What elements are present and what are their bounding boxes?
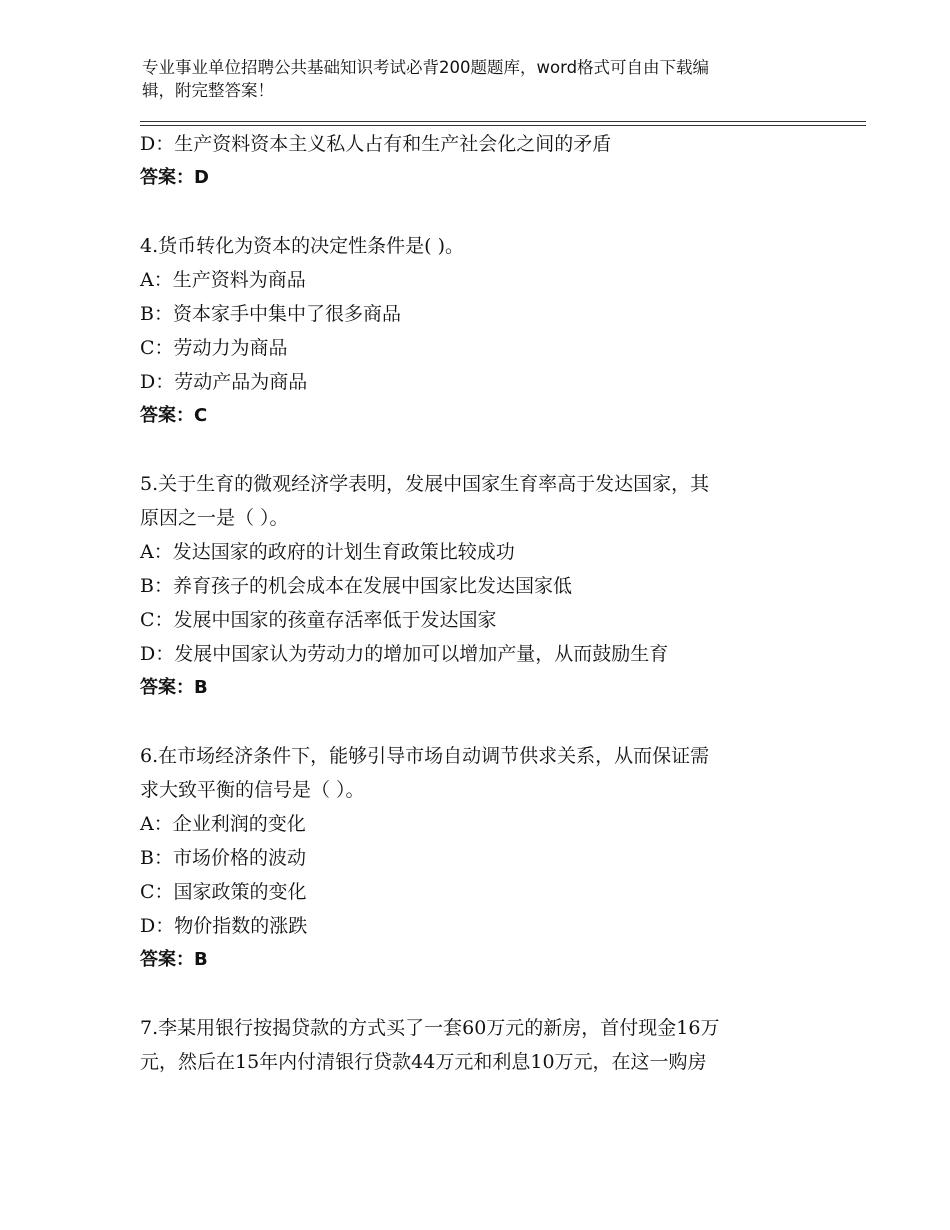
- answer: 答案：B: [140, 949, 208, 970]
- answer: 答案：B: [140, 677, 208, 698]
- option-c: C：国家政策的变化: [140, 881, 307, 903]
- header-rule-bottom: [140, 125, 866, 126]
- document-header: [142, 56, 792, 102]
- question-stem-line-2: 元，然后在15年内付清银行贷款44万元和利息10万元，在这一购房: [140, 1051, 707, 1073]
- option-c: C：发展中国家的孩童存活率低于发达国家: [140, 609, 497, 631]
- option-b: B：市场价格的波动: [140, 847, 306, 869]
- answer: 答案：C: [140, 405, 208, 426]
- question-stem-line-1: 7.李某用银行按揭贷款的方式买了一套60万元的新房，首付现金16万: [140, 1017, 720, 1039]
- question-stem: 4.货币转化为资本的决定性条件是( )。: [140, 235, 464, 257]
- option-c: C：劳动力为商品: [140, 337, 288, 359]
- option-d: D：发展中国家认为劳动力的增加可以增加产量，从而鼓励生育: [140, 643, 669, 665]
- answer: 答案：D: [140, 167, 209, 188]
- option-b: B：资本家手中集中了很多商品: [140, 303, 401, 325]
- option-d: D：物价指数的涨跌: [140, 915, 308, 937]
- option-a: A：企业利润的变化: [140, 813, 306, 835]
- question-4: [140, 229, 820, 433]
- question-7: [140, 1011, 820, 1079]
- question-3: [140, 127, 820, 195]
- question-stem-line-2: 求大致平衡的信号是（ ）。: [140, 779, 365, 801]
- question-list: [140, 127, 820, 1079]
- option-b: B：养育孩子的机会成本在发展中国家比发达国家低: [140, 575, 572, 597]
- option-a: A：生产资料为商品: [140, 269, 306, 291]
- option-a: A：发达国家的政府的计划生育政策比较成功: [140, 541, 515, 563]
- question-6: [140, 739, 820, 977]
- option-d: D：生产资料资本主义私人占有和生产社会化之间的矛盾: [140, 133, 612, 155]
- question-stem-line-1: 6.在市场经济条件下，能够引导市场自动调节供求关系，从而保证需: [140, 745, 710, 767]
- header-line-1: 专业事业单位招聘公共基础知识考试必背200题题库，word格式可自由下载编: [142, 58, 710, 77]
- option-d: D：劳动产品为商品: [140, 371, 308, 393]
- header-line-2: 辑，附完整答案！: [142, 81, 274, 100]
- question-stem-line-2: 原因之一是（ ）。: [140, 507, 289, 529]
- question-5: [140, 467, 820, 705]
- header-rule-top: [140, 121, 866, 122]
- question-stem-line-1: 5.关于生育的微观经济学表明，发展中国家生育率高于发达国家，其: [140, 473, 710, 495]
